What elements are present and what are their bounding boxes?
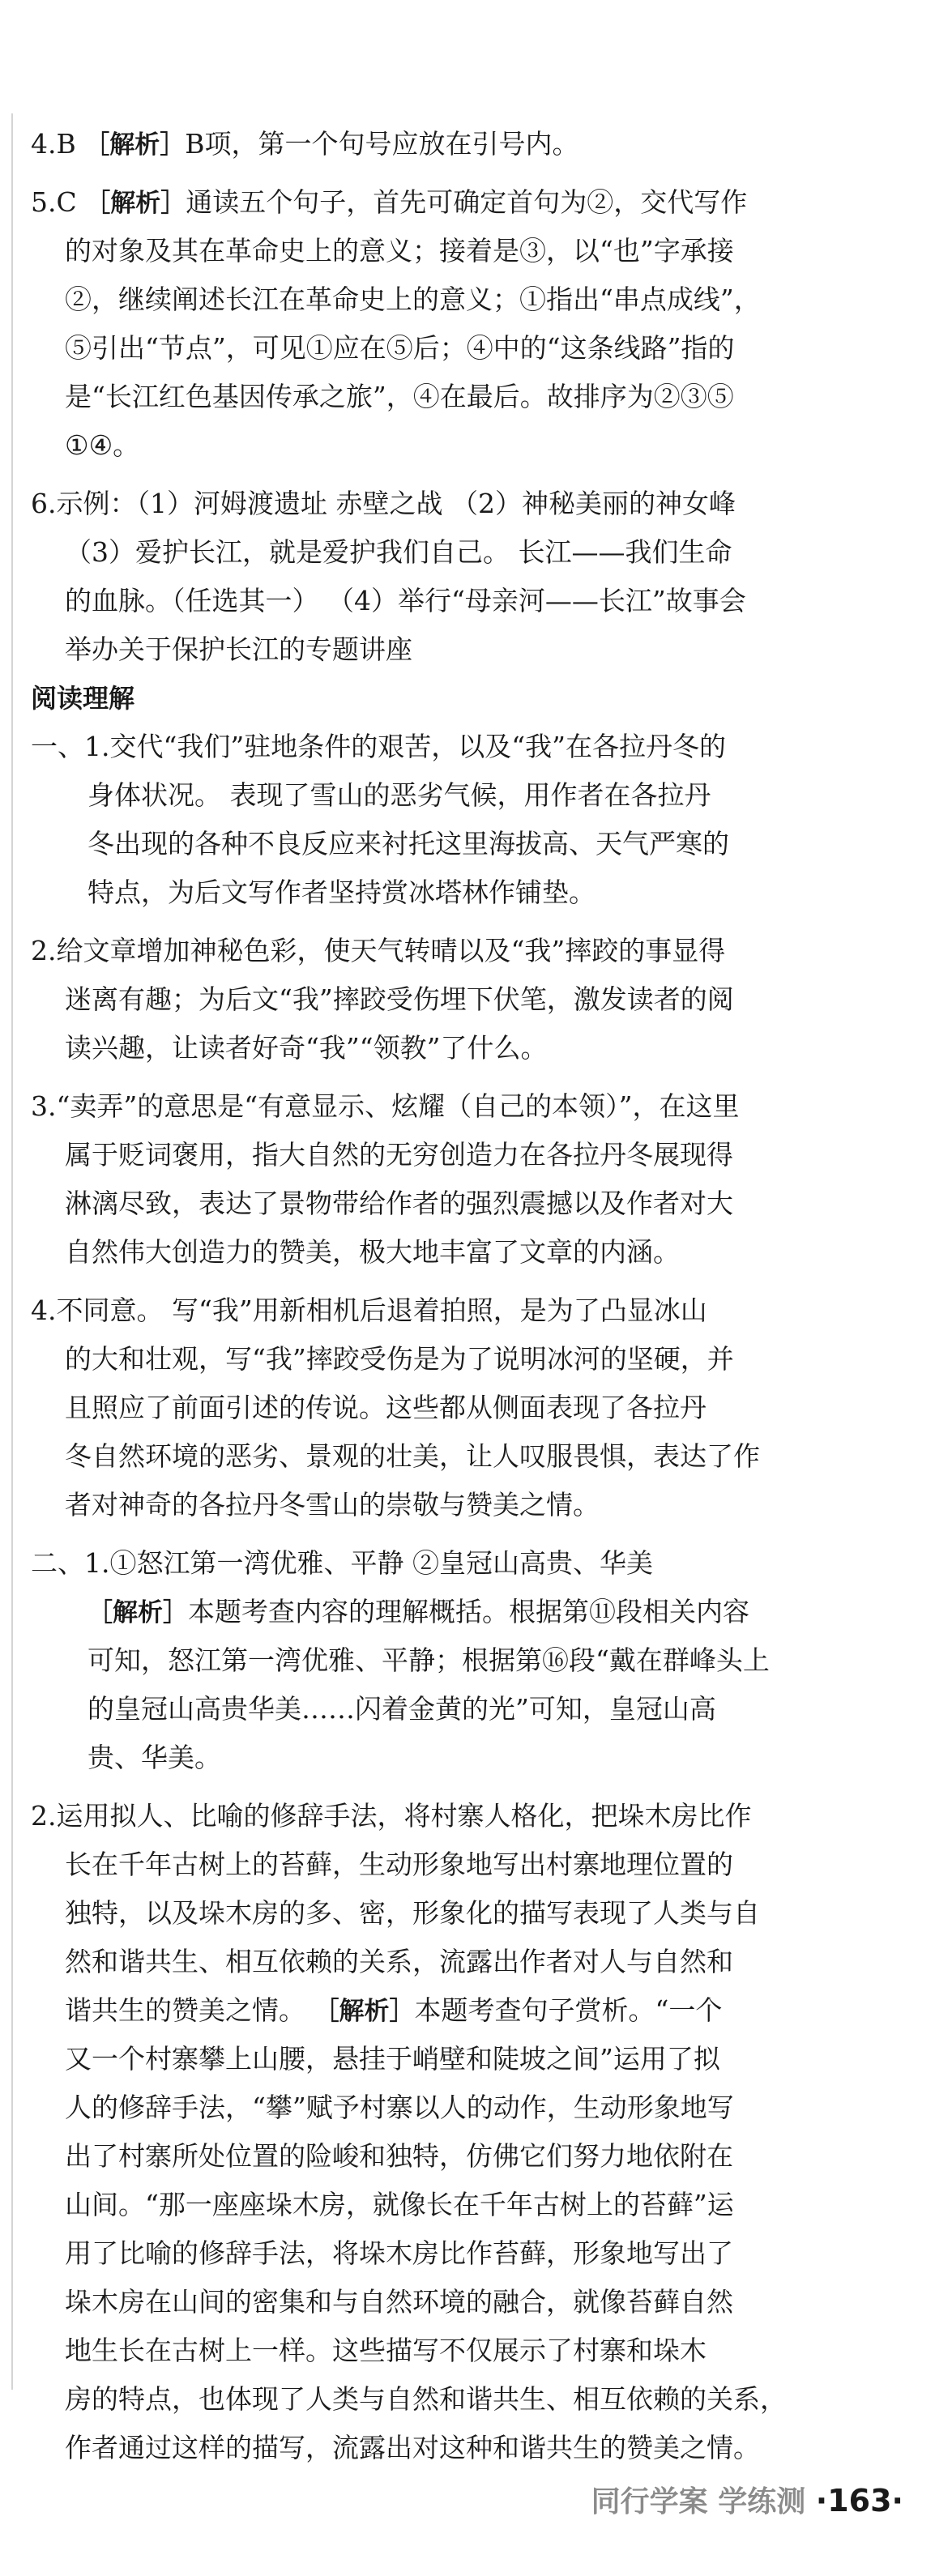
text-line: 淋漓尽致，表达了景物带给作者的强烈震撼以及作者对大 <box>65 1188 733 1219</box>
text-line: 的对象及其在革命史上的意义；接着是③，以“也”字承接 <box>65 235 734 267</box>
text-line: 4.不同意。 写“我”用新相机后退着拍照，是为了凸显冰山 <box>31 1294 707 1326</box>
series-label: 学练测 <box>718 2485 806 2518</box>
text-line: （3）爱护长江，就是爱护我们自己。 长江——我们生命 <box>65 536 732 568</box>
text-line: 独特，以及垛木房的多、密，形象化的描写表现了人类与自 <box>65 1897 760 1929</box>
text-line: 且照应了前面引述的传说。这些都从侧面表现了各拉丹 <box>65 1392 707 1423</box>
text-line: 自然伟大创造力的赞美，极大地丰富了文章的内涵。 <box>65 1236 680 1268</box>
text-line: 3.“卖弄”的意思是“有意显示、炫耀（自己的本领）”，在这里 <box>31 1090 740 1122</box>
page-footer <box>591 2479 903 2520</box>
text-line: 迷离有趣；为后文“我”摔跤受伤埋下伏笔，激发读者的阅 <box>65 983 734 1015</box>
text-line: 冬出现的各种不良反应来衬托这里海拔高、天气严寒的 <box>88 828 729 859</box>
brand-label: 同行学案 <box>591 2485 708 2518</box>
text-line: 可知，怒江第一湾优雅、平静；根据第⑯段“戴在群峰头上 <box>88 1644 770 1676</box>
text-line: 又一个村寨攀上山腰，悬挂于峭壁和陡坡之间”运用了拟 <box>65 2043 720 2075</box>
text-line: 出了村寨所处位置的险峻和独特，仿佛它们努力地依附在 <box>65 2140 733 2172</box>
text-line: ②，继续阐述长江在革命史上的意义；①指出“串点成线”， <box>65 284 761 315</box>
text-line: 人的修辞手法，“攀”赋予村寨以人的动作，生动形象地写 <box>65 2092 734 2123</box>
text-line: 用了比喻的修辞手法，将垛木房比作苔藓，形象地写出了 <box>65 2237 733 2269</box>
text-line: ⑤引出“节点”，可见①应在⑤后；④中的“这条线路”指的 <box>65 332 735 364</box>
text-line: 2.给文章增加神秘色彩，使天气转晴以及“我”摔跤的事显得 <box>31 935 726 966</box>
text-line: 特点，为后文写作者坚持赏冰塔林作铺垫。 <box>88 876 596 908</box>
answer-text <box>31 120 841 2472</box>
text-line: 读兴趣，让读者好奇“我”“领教”了什么。 <box>65 1032 548 1064</box>
text-line: 的大和壮观，写“我”摔跤受伤是为了说明冰河的坚硬，并 <box>65 1343 734 1375</box>
text-line: 者对神奇的各拉丹冬雪山的崇敬与赞美之情。 <box>65 1489 600 1520</box>
text-line: ［解析］本题考查内容的理解概括。根据第⑪段相关内容 <box>31 1588 841 1636</box>
text-line: 然和谐共生、相互依赖的关系，流露出作者对人与自然和 <box>65 1946 733 1977</box>
text-line: 垛木房在山间的密集和与自然环境的融合，就像苔藓自然 <box>65 2286 733 2318</box>
text-line: 的血脉。（任选其一） （4）举行“母亲河——长江”故事会 <box>65 585 746 616</box>
text-line: ①④。 <box>65 429 140 461</box>
text-line: 5.C ［解析］通读五个句子，首先可确定首句为②，交代写作 <box>31 178 841 227</box>
text-line: 贵、华美。 <box>88 1742 221 1773</box>
text-line: 地生长在古树上一样。这些描写不仅展示了村寨和垛木 <box>65 2335 707 2366</box>
text-line: 是“长江红色基因传承之旅”，④在最后。故排序为②③⑤ <box>65 381 734 412</box>
section-heading: 阅读理解 <box>31 683 135 714</box>
page-number: ·163· <box>815 2483 903 2518</box>
text-line: 4.B ［解析］B项，第一个句号应放在引号内。 <box>31 120 841 168</box>
text-line: 二、1.①怒江第一湾优雅、平静 ②皇冠山高贵、华美 <box>31 1547 653 1579</box>
text-line: 山间。“那一座座垛木房，就像长在千年古树上的苔藓”运 <box>65 2189 734 2220</box>
text-line: 房的特点，也体现了人类与自然和谐共生、相互依赖的关系， <box>65 2383 787 2415</box>
text-line: 举办关于保护长江的专题讲座 <box>65 633 412 665</box>
text-line: 长在千年古树上的苔藓，生动形象地写出村寨地理位置的 <box>65 1849 733 1880</box>
text-line: 6.示例：（1）河姆渡遗址 赤壁之战 （2）神秘美丽的神女峰 <box>31 488 736 519</box>
analysis-tag: ［解析］ <box>85 189 186 218</box>
text-line: 身体状况。 表现了雪山的恶劣气候，用作者在各拉丹 <box>88 779 711 811</box>
analysis-tag: ［解析］ <box>88 1598 188 1627</box>
text-line: 谐共生的赞美之情。 ［解析］本题考查句子赏析。“一个 <box>31 1986 841 2035</box>
text-line: 作者通过这样的描写，流露出对这种和谐共生的赞美之情。 <box>65 2432 760 2463</box>
analysis-tag: ［解析］ <box>84 130 186 160</box>
text-line: 2.运用拟人、比喻的修辞手法，将村寨人格化，把垛木房比作 <box>31 1800 752 1832</box>
margin-rule <box>11 113 13 2390</box>
text-line: 一、1.交代“我们”驻地条件的艰苦，以及“我”在各拉丹冬的 <box>31 731 726 762</box>
text-line: 的皇冠山高贵华美……闪着金黄的光”可知，皇冠山高 <box>88 1693 716 1725</box>
analysis-tag: ［解析］ <box>314 1997 415 2026</box>
text-line: 属于贬词褒用，指大自然的无穷创造力在各拉丹冬展现得 <box>65 1139 733 1171</box>
text-line: 冬自然环境的恶劣、景观的壮美，让人叹服畏惧，表达了作 <box>65 1440 760 1472</box>
